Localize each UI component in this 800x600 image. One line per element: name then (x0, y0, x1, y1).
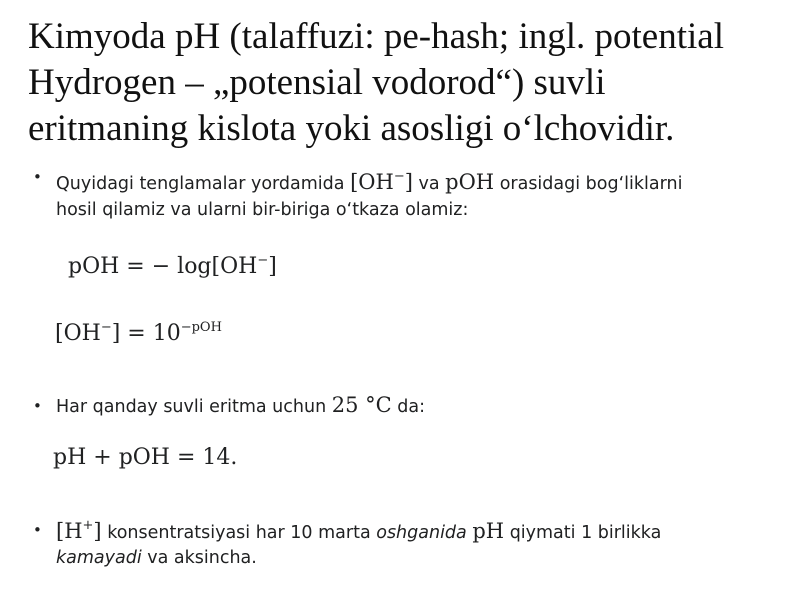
h-formula-close: ] (93, 519, 102, 543)
bullet-marker: • (33, 521, 42, 539)
bullet-marker: • (33, 397, 42, 415)
equation-poh-log-close: ] (268, 254, 277, 279)
oh-formula-base: [OH (350, 170, 394, 194)
equation-oh-power-mid: ] = 10 (111, 321, 181, 346)
equation-oh-power-charge: − (100, 320, 112, 335)
equation-oh-power-lhs: [OH (55, 321, 101, 346)
item1-post-text: orasidagi bog‘liklarni (494, 174, 683, 194)
item3-post-text: qiymati 1 birlikka (504, 523, 662, 543)
equation-poh-log-lhs: pOH = − log[OH (68, 254, 258, 279)
item3-italic-decrease: kamayadi (56, 548, 142, 568)
h-formula-charge: + (82, 518, 94, 533)
title-line-3: eritmaning kislota yoki asosligi o‘lchovidir. (28, 108, 675, 149)
bullet-marker: • (33, 168, 42, 186)
page-title (28, 14, 788, 152)
item2-post-text: da: (391, 397, 426, 417)
item1-mid-text: va (412, 174, 446, 194)
item3-line2-post-text: va aksincha. (141, 548, 257, 568)
item3-pre-text: konsentratsiyasi har 10 marta (101, 523, 377, 543)
item1-pre-text: Quyidagi tenglamalar yordamida (56, 174, 351, 194)
equation-oh-power-exponent: −pOH (180, 320, 222, 335)
oh-formula-charge: − (393, 169, 405, 184)
h-formula-base: [H (56, 519, 83, 543)
list-item-1-line-2: hosil qilamiz va ularni bir-biriga o‘tkaza olamiz: (56, 200, 469, 220)
title-line-1: Kimyoda pH (talaffuzi: pe-hash; ingl. potential (28, 16, 724, 57)
item2-pre-text: Har qanday suvli eritma uchun (56, 397, 332, 417)
ph-formula: pH (472, 519, 505, 543)
h-formula (56, 519, 102, 543)
temperature-value: 25 °C (331, 393, 392, 417)
oh-formula (350, 170, 413, 194)
equation-ph-sum: pH + pOH = 14. (53, 445, 238, 470)
poh-formula: pOH (445, 170, 495, 194)
oh-formula-close: ] (404, 170, 413, 194)
item3-italic-increase: oshganida (376, 523, 467, 543)
equation-poh-log-charge: − (257, 253, 269, 268)
equation-oh-power (55, 320, 222, 346)
list-item-3-line-2 (56, 541, 257, 575)
equation-poh-log (68, 253, 277, 279)
title-line-2: Hydrogen – „potensial vodorod“) suvli (28, 62, 606, 103)
list-item-2 (56, 388, 425, 424)
